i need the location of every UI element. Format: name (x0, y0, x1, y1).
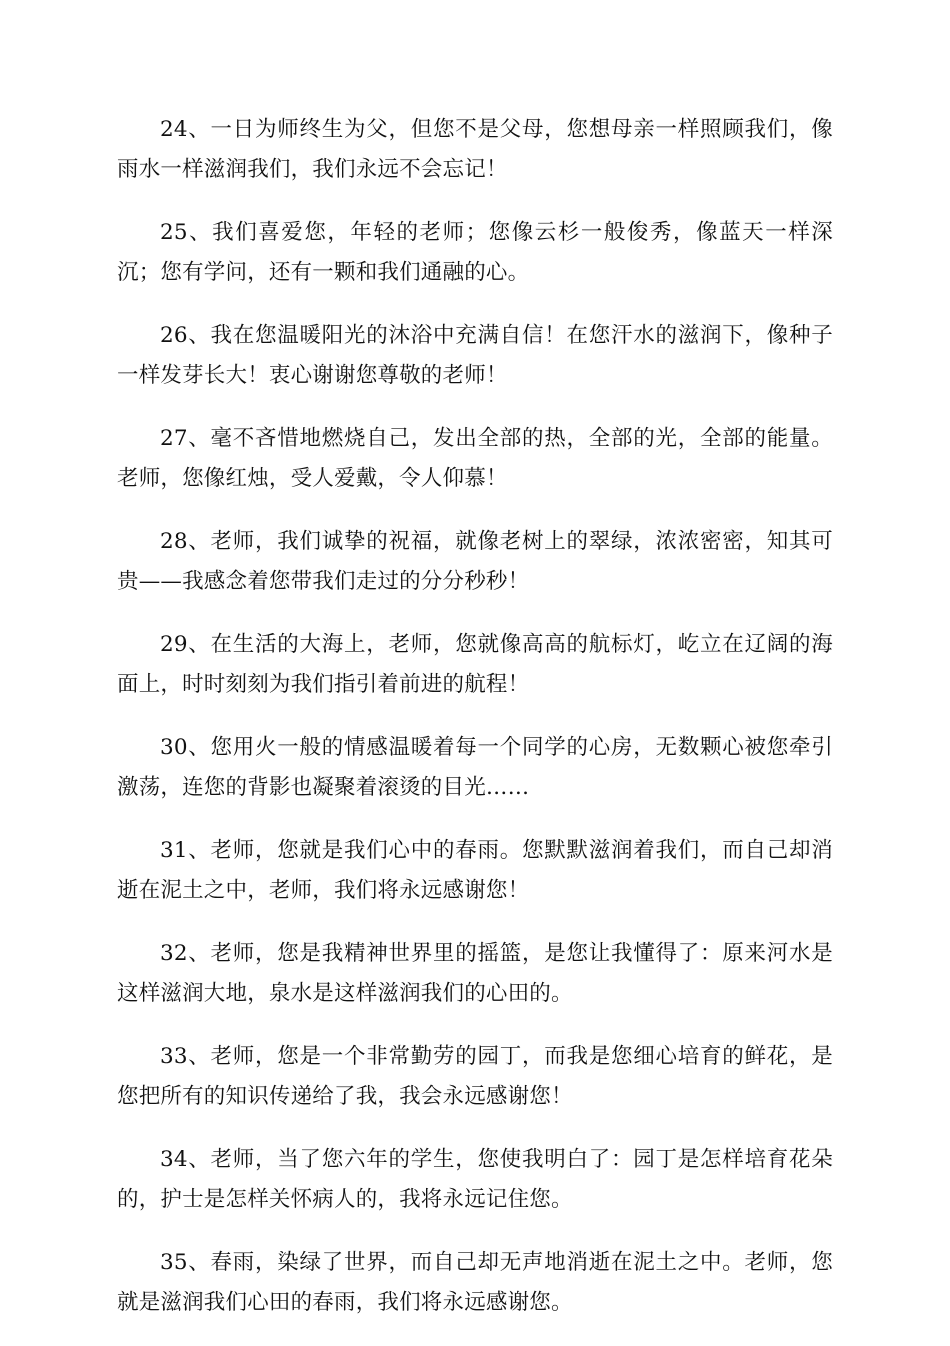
paragraph-25: 25、我们喜爱您，年轻的老师；您像云杉一般俊秀，像蓝天一样深沉；您有学问，还有一颗和我们通融的心。 (117, 220, 833, 285)
paragraph-28: 28、老师，我们诚挚的祝福，就像老树上的翠绿，浓浓密密，知其可贵——我感念着您带我们走过的分分秒秒！ (117, 529, 833, 594)
paragraph-26: 26、我在您温暖阳光的沐浴中充满自信！在您汗水的滋润下，像种子一样发芽长大！衷心谢谢您尊敬的老师！ (117, 323, 833, 388)
paragraph-24: 24、一日为师终生为父，但您不是父母，您想母亲一样照顾我们，像雨水一样滋润我们，我们永远不会忘记！ (117, 117, 833, 182)
paragraph-32: 32、老师，您是我精神世界里的摇篮，是您让我懂得了：原来河水是这样滋润大地，泉水是这样滋润我们的心田的。 (117, 941, 833, 1006)
paragraph-34: 34、老师，当了您六年的学生，您使我明白了：园丁是怎样培育花朵的，护士是怎样关怀病人的，我将永远记住您。 (117, 1147, 833, 1212)
paragraph-29: 29、在生活的大海上，老师，您就像高高的航标灯，屹立在辽阔的海面上，时时刻刻为我们指引着前进的航程！ (117, 632, 833, 697)
paragraph-30: 30、您用火一般的情感温暖着每一个同学的心房，无数颗心被您牵引激荡，连您的背影也凝聚着滚烫的目光…… (117, 735, 833, 800)
paragraph-35: 35、春雨，染绿了世界，而自己却无声地消逝在泥土之中。老师，您就是滋润我们心田的春雨，我们将永远感谢您。 (117, 1250, 833, 1315)
paragraph-31: 31、老师，您就是我们心中的春雨。您默默滋润着我们，而自己却消逝在泥土之中，老师，我们将永远感谢您！ (117, 838, 833, 903)
paragraph-27: 27、毫不吝惜地燃烧自己，发出全部的热，全部的光，全部的能量。老师，您像红烛，受人爱戴，令人仰慕！ (117, 426, 833, 491)
paragraph-33: 33、老师，您是一个非常勤劳的园丁，而我是您细心培育的鲜花，是您把所有的知识传递给了我，我会永远感谢您！ (117, 1044, 833, 1109)
document-body (117, 110, 833, 1346)
